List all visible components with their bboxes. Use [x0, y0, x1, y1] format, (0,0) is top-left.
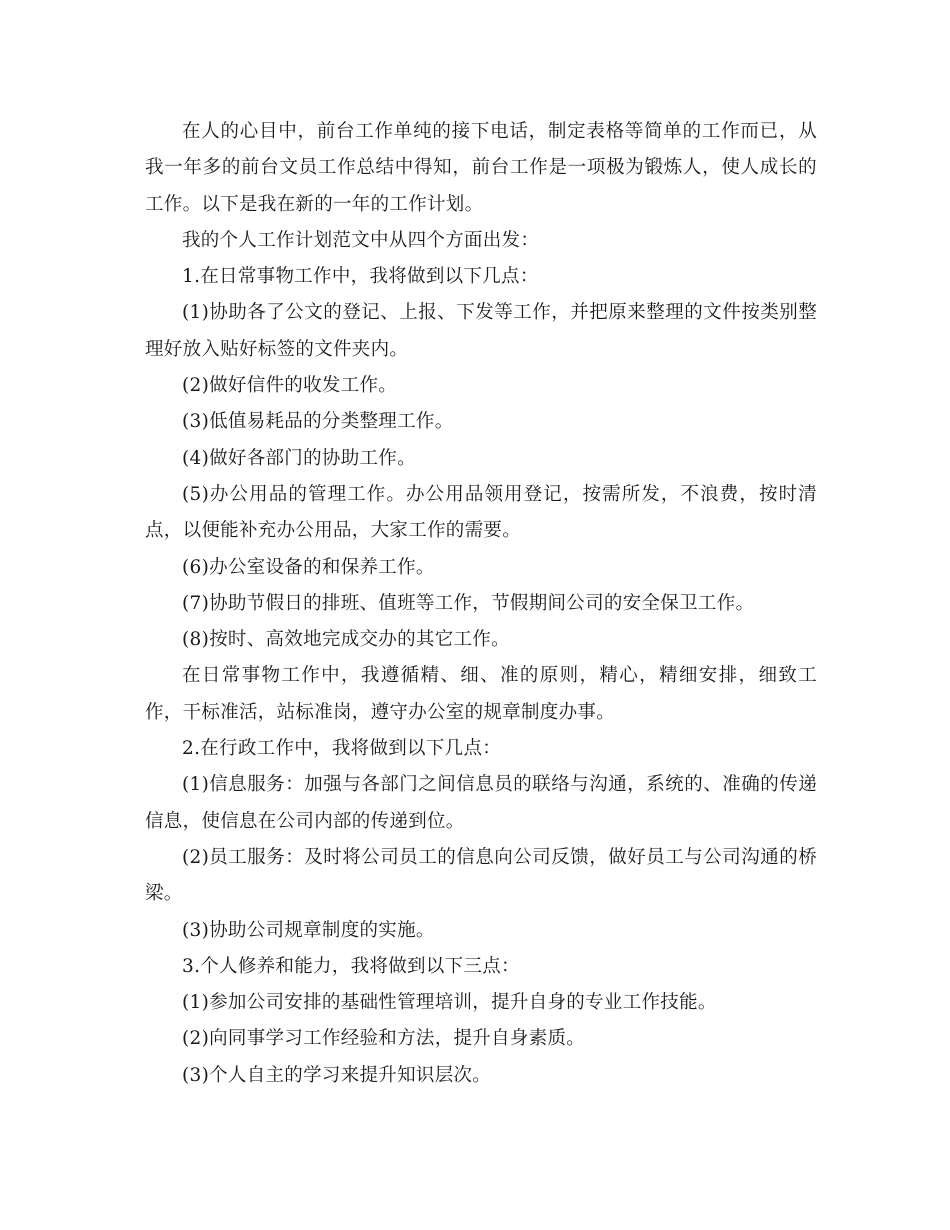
list-item: (8)按时、高效地完成交办的其它工作。 [182, 629, 510, 651]
list-item: (1)协助各了公文的登记、上报、下发等工作，并把原来整理的文件按类别整理好放入贴好标签的文件夹内。 [145, 302, 817, 360]
list-item: (7)协助节假日的排班、值班等工作，节假期间公司的安全保卫工作。 [182, 592, 755, 614]
section-heading-admin-work: 2.在行政工作中，我将做到以下几点： [182, 738, 502, 760]
list-item: (2)做好信件的收发工作。 [182, 375, 398, 397]
paragraph-intro: 在人的心目中，前台工作单纯的接下电话，制定表格等简单的工作而已，从我一年多的前台文员工作总结中得知，前台工作是一项极为锻炼人，使人成长的工作。以下是我在新的一年的工作计划。 [145, 121, 817, 215]
paragraph-overview: 我的个人工作计划范文中从四个方面出发： [182, 229, 540, 251]
document-body [145, 114, 817, 1094]
list-item: (3)个人自主的学习来提升知识层次。 [182, 1064, 492, 1086]
list-item: (3)低值易耗品的分类整理工作。 [182, 411, 454, 433]
list-item: (1)参加公司安排的基础性管理培训，提升自身的专业工作技能。 [182, 992, 717, 1014]
list-item: (6)办公室设备的和保养工作。 [182, 556, 435, 578]
list-item: (4)做好各部门的协助工作。 [182, 447, 416, 469]
paragraph-daily-summary: 在日常事物工作中，我遵循精、细、准的原则，精心，精细安排，细致工作，干标准活，站标准岗，遵守办公室的规章制度办事。 [145, 665, 817, 723]
list-item: (1)信息服务：加强与各部门之间信息员的联络与沟通，系统的、准确的传递信息，使信息在公司内部的传递到位。 [145, 774, 817, 832]
section-heading-self-improvement: 3.个人修养和能力，我将做到以下三点： [182, 955, 520, 977]
list-item: (2)员工服务：及时将公司员工的信息向公司反馈，做好员工与公司沟通的桥梁。 [145, 846, 817, 905]
section-heading-daily-work: 1.在日常事物工作中，我将做到以下几点： [182, 266, 539, 288]
list-item: (3)协助公司规章制度的实施。 [182, 919, 435, 941]
list-item: (5)办公用品的管理工作。办公用品领用登记，按需所发，不浪费，按时清点，以便能补充办公用品，大家工作的需要。 [145, 483, 817, 542]
list-item: (2)向同事学习工作经验和方法，提升自身素质。 [182, 1028, 586, 1050]
